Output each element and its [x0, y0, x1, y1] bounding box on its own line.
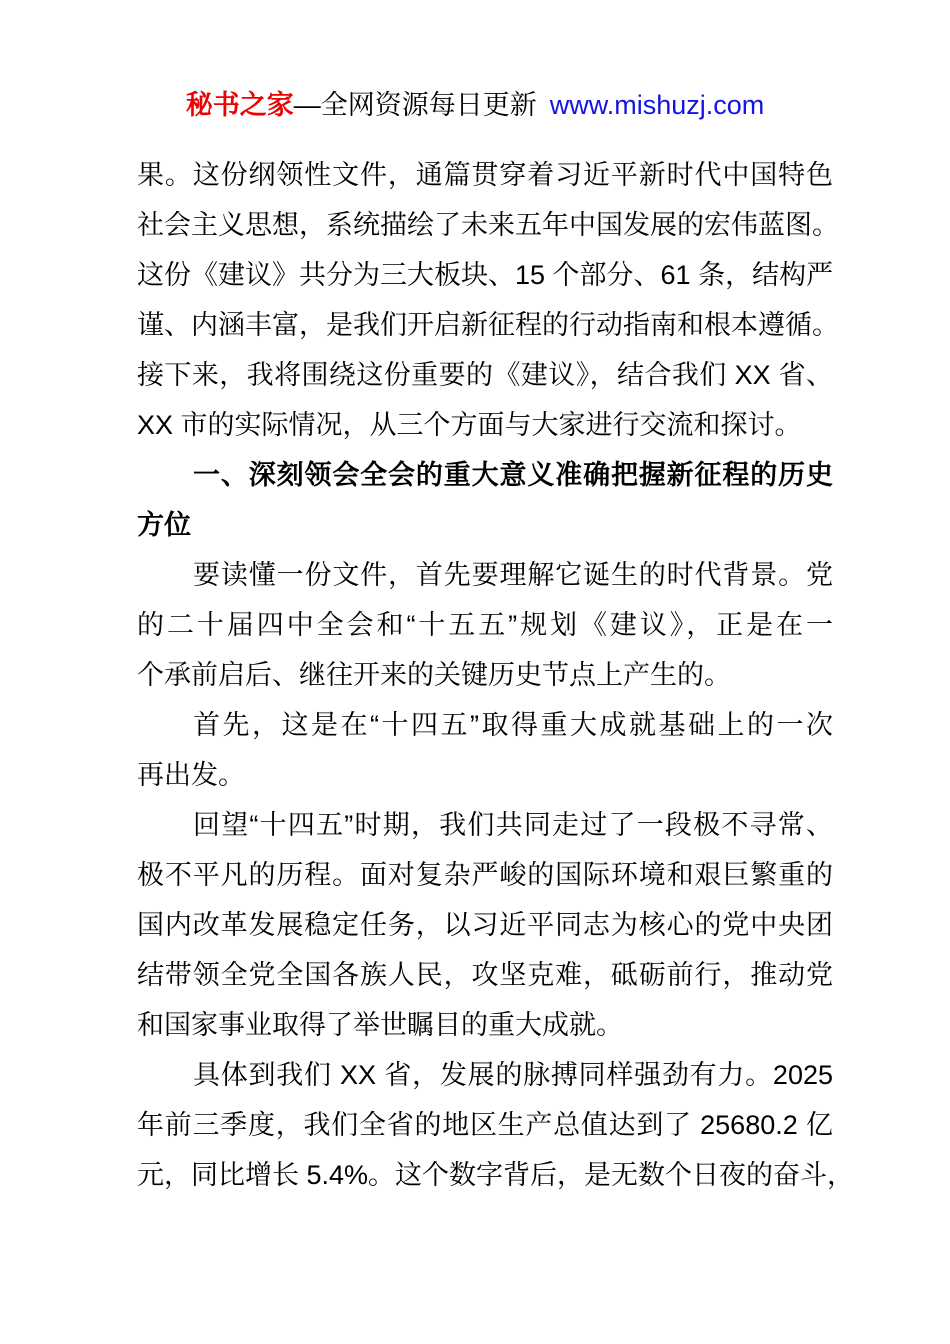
header-tagline: 全网资源每日更新: [320, 90, 537, 120]
text-line: 回望“十四五”时期，我们共同走过了一段极不寻常、: [193, 810, 833, 840]
text-line: 和国家事业取得了举世瞩目的重大成就。: [137, 1010, 623, 1040]
section-heading-line: 一、深刻领会全会的重大意义准确把握新征程的历史: [193, 460, 833, 490]
site-header: [118, 88, 832, 122]
site-name: 秘书之家: [185, 90, 294, 120]
text-line: 个承前启后、继往开来的关键历史节点上产生的。: [137, 660, 731, 690]
text-line: XX 市的实际情况，从三个方面与大家进行交流和探讨。: [137, 410, 802, 440]
text-line: 首先，这是在“十四五”取得重大成就基础上的一次: [193, 710, 833, 740]
text-line: 极不平凡的历程。面对复杂严峻的国际环境和艰巨繁重的: [137, 860, 833, 890]
header-dash: —: [293, 90, 321, 120]
text-line: 结带领全党全国各族人民，攻坚克难，砥砺前行，推动党: [137, 960, 833, 990]
text-line: 这份《建议》共分为三大板块、15 个部分、61 条，结构严: [137, 260, 834, 290]
text-line: 具体到我们 XX 省，发展的脉搏同样强劲有力。2025: [193, 1060, 833, 1090]
text-line: 接下来，我将围绕这份重要的《建议》，结合我们 XX 省、: [137, 360, 833, 390]
text-line: 果。这份纲领性文件，通篇贯穿着习近平新时代中国特色: [137, 160, 833, 190]
site-url-link[interactable]: www.mishuzj.com: [549, 90, 765, 120]
text-line: 谨、内涵丰富，是我们开启新征程的行动指南和根本遵循。: [137, 310, 839, 340]
text-line: 再出发。: [137, 760, 245, 790]
text-line: 要读懂一份文件，首先要理解它诞生的时代背景。党: [193, 560, 833, 590]
document-body: [137, 150, 855, 1200]
text-line: 国内改革发展稳定任务，以习近平同志为核心的党中央团: [137, 910, 833, 940]
text-line: 社会主义思想，系统描绘了未来五年中国发展的宏伟蓝图。: [137, 210, 839, 240]
text-line: 年前三季度，我们全省的地区生产总值达到了 25680.2 亿: [137, 1110, 833, 1140]
section-heading-line: 方位: [137, 510, 191, 540]
text-line: 的二十届四中全会和“十五五”规划《建议》，正是在一: [137, 610, 833, 640]
text-line: 元，同比增长 5.4%。这个数字背后，是无数个日夜的奋斗，: [137, 1160, 855, 1190]
